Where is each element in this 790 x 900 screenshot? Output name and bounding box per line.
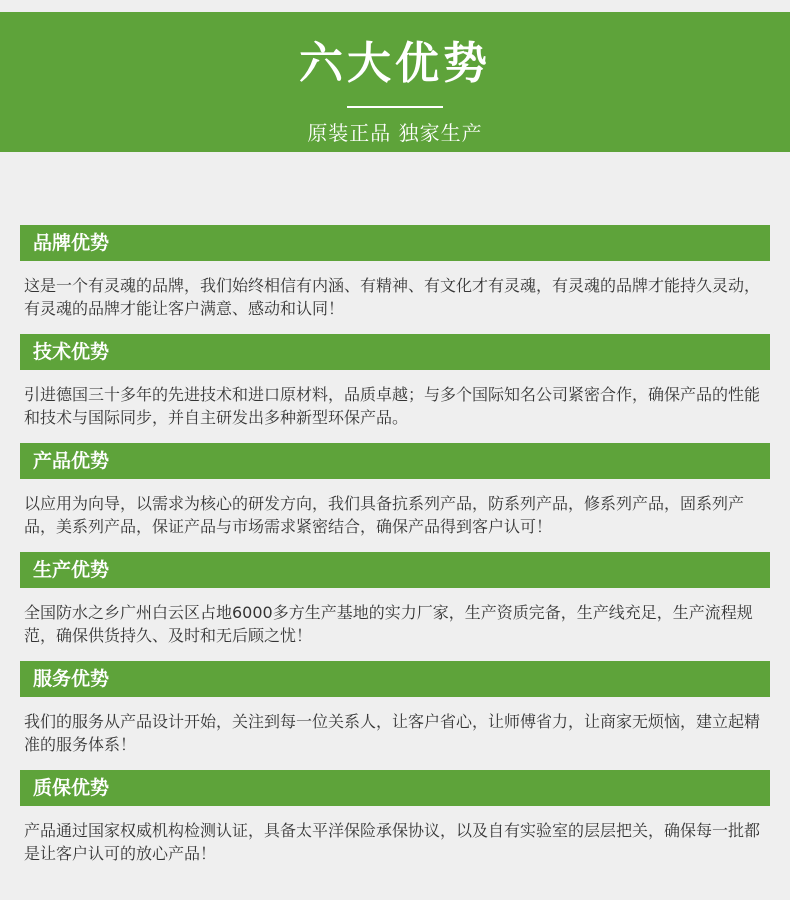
section-text: 这是一个有灵魂的品牌，我们始终相信有内涵、有精神、有文化才有灵魂，有灵魂的品牌才能持久灵动，有灵魂的品牌才能让客户满意、感动和认同！ xyxy=(24,276,761,318)
section-text: 产品通过国家权威机构检测认证，具备太平洋保险承保协议，以及自有实验室的层层把关，确保每一批都是让客户认可的放心产品！ xyxy=(24,821,761,863)
title-divider xyxy=(347,106,443,108)
section-header-service xyxy=(20,661,770,697)
section-text: 以应用为向导，以需求为核心的研发方向，我们具备抗系列产品，防系列产品，修系列产品，固系列产品，美系列产品，保证产品与市场需求紧密结合，确保产品得到客户认可！ xyxy=(24,494,745,536)
section-header-technology xyxy=(20,334,770,370)
section-header-warranty xyxy=(20,770,770,806)
section-header-production xyxy=(20,552,770,588)
section-header-brand xyxy=(20,225,770,261)
section-title: 生产优势 xyxy=(33,559,110,581)
section-text: 我们的服务从产品设计开始，关注到每一位关系人，让客户省心，让师傅省力，让商家无烦恼，建立起精准的服务体系！ xyxy=(24,712,761,754)
section-text: 引进德国三十多年的先进技术和进口原材料，品质卓越；与多个国际知名公司紧密合作，确保产品的性能和技术与国际同步，并自主研发出多种新型环保产品。 xyxy=(24,385,761,427)
section-text: 全国防水之乡广州白云区占地6000多方生产基地的实力厂家，生产资质完备，生产线充足，生产流程规范，确保供货持久、及时和无后顾之忧！ xyxy=(24,603,753,645)
section-header-product xyxy=(20,443,770,479)
section-title: 产品优势 xyxy=(33,450,110,472)
page-title: 六大优势 xyxy=(299,38,491,89)
section-title: 技术优势 xyxy=(33,341,110,363)
section-title: 服务优势 xyxy=(33,668,110,690)
page-subtitle: 原装正品 独家生产 xyxy=(307,121,483,145)
hero-banner xyxy=(0,12,790,152)
section-title: 品牌优势 xyxy=(33,232,110,254)
section-title: 质保优势 xyxy=(33,777,110,799)
